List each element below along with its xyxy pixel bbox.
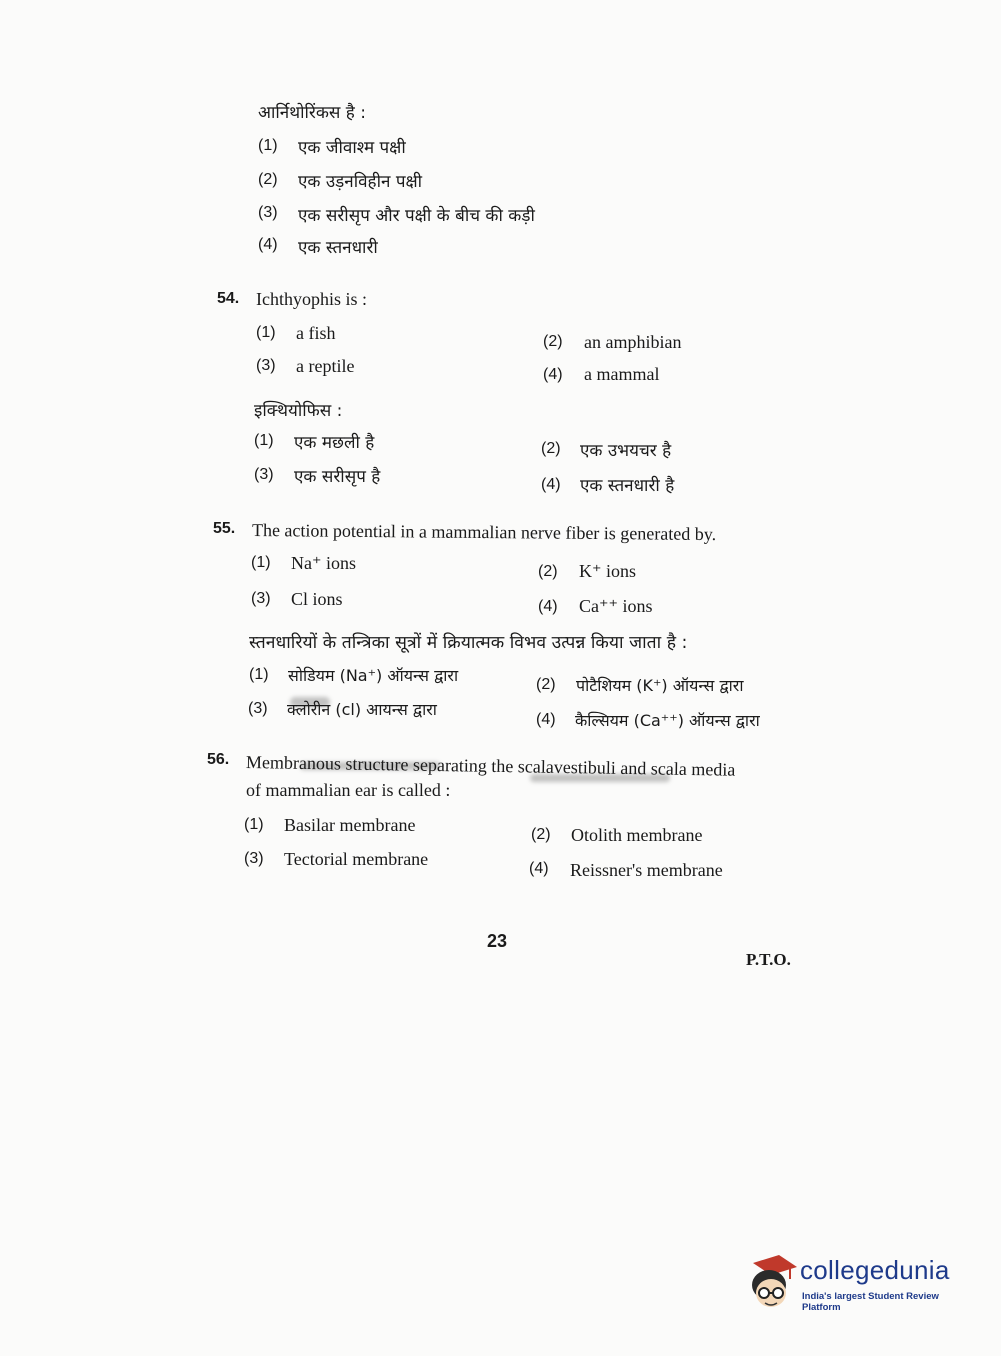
q56-option-4: Reissner's membrane — [570, 860, 723, 880]
q54-option-2-num: (2) — [543, 333, 563, 350]
q55-option-4: Ca⁺⁺ ions — [579, 596, 653, 616]
q53-option-1-num: (1) — [258, 137, 278, 154]
student-mascot-icon — [745, 1253, 799, 1313]
q55-hindi-option-4-num: (4) — [536, 711, 556, 728]
q53-option-2-num: (2) — [258, 171, 278, 188]
q54-option-4-num: (4) — [543, 366, 563, 383]
q56-option-3: Tectorial membrane — [284, 849, 429, 869]
q55-hindi-option-2: पोटैशियम (K⁺) ऑयन्स द्वारा — [576, 676, 744, 695]
q55-hindi-option-3-num: (3) — [248, 700, 268, 717]
q55-hindi-option-1: सोडियम (Na⁺) ऑयन्स द्वारा — [288, 666, 459, 685]
q56-option-1: Basilar membrane — [284, 815, 416, 835]
q56-option-3-num: (3) — [244, 850, 264, 867]
q56-number: 56. — [207, 751, 230, 768]
q56-option-4-num: (4) — [529, 860, 549, 877]
page-number: 23 — [487, 931, 508, 951]
q53-option-3: एक सरीसृप और पक्षी के बीच की कड़ी — [298, 206, 535, 226]
q55-option-2-num: (2) — [538, 563, 558, 580]
q55-option-3: Cl ions — [291, 589, 343, 609]
q56-option-2: Otolith membrane — [571, 825, 703, 845]
q54-option-2: an amphibian — [584, 332, 682, 352]
q53-option-3-num: (3) — [258, 204, 278, 221]
q54-hindi-option-3-num: (3) — [254, 466, 274, 483]
q55-hindi-stem: स्तनधारियों के तन्त्रिका सूत्रों में क्रियात्मक विभव उत्पन्न किया जाता है : — [249, 633, 688, 653]
q54-option-3: a reptile — [296, 356, 355, 376]
q54-option-1: a fish — [296, 323, 336, 343]
pto-label: P.T.O. — [746, 950, 791, 969]
q55-stem: The action potential in a mammalian nerve fiber is generated by. — [251, 520, 717, 545]
q54-hindi-stem: इक्थियोफिस : — [254, 401, 343, 421]
q53-hindi-stem: आर्निथोरिंकस है : — [258, 103, 366, 123]
q55-option-1-num: (1) — [251, 554, 271, 571]
q53-option-1: एक जीवाश्म पक्षी — [298, 138, 406, 158]
q56-option-2-num: (2) — [531, 826, 551, 843]
q55-option-4-num: (4) — [538, 598, 558, 615]
brand-tagline: India's largest Student Review Platform — [802, 1291, 939, 1313]
q55-hindi-option-4: कैल्सियम (Ca⁺⁺) ऑयन्स द्वारा — [575, 711, 760, 730]
q53-option-2: एक उड़नविहीन पक्षी — [298, 172, 423, 192]
q56-option-1-num: (1) — [244, 816, 264, 833]
q54-hindi-option-2-num: (2) — [541, 440, 561, 457]
q54-number: 54. — [217, 290, 240, 307]
collegedunia-logo — [745, 1253, 970, 1313]
q54-stem: Ichthyophis is : — [256, 289, 367, 309]
q55-option-2: K⁺ ions — [579, 561, 637, 581]
q54-option-1-num: (1) — [256, 324, 276, 341]
q55-option-1: Na⁺ ions — [291, 553, 356, 573]
q54-hindi-option-2: एक उभयचर है — [580, 441, 672, 461]
q54-option-4: a mammal — [584, 364, 660, 384]
brand-name: collegedunia — [800, 1255, 950, 1285]
q55-hindi-option-2-num: (2) — [536, 676, 556, 693]
q54-hindi-option-4-num: (4) — [541, 476, 561, 493]
q53-option-4-num: (4) — [258, 236, 278, 253]
q55-option-3-num: (3) — [251, 590, 271, 607]
q55-hindi-option-1-num: (1) — [249, 666, 269, 683]
q54-hindi-option-1-num: (1) — [254, 432, 274, 449]
q56-stem-line1: Membranous structure separating the scalavestibuli and scala media — [245, 752, 736, 780]
q56-stem-line2: of mammalian ear is called : — [246, 780, 451, 800]
q54-hindi-option-1: एक मछली है — [294, 433, 375, 453]
q54-hindi-option-3: एक सरीसृप है — [294, 467, 381, 487]
q54-option-3-num: (3) — [256, 357, 276, 374]
q54-hindi-option-4: एक स्तनधारी है — [580, 476, 675, 496]
q53-option-4: एक स्तनधारी — [298, 238, 378, 258]
q55-hindi-option-3: क्लोरीन (cl) आयन्स द्वारा — [287, 700, 437, 719]
q55-number: 55. — [213, 520, 236, 537]
